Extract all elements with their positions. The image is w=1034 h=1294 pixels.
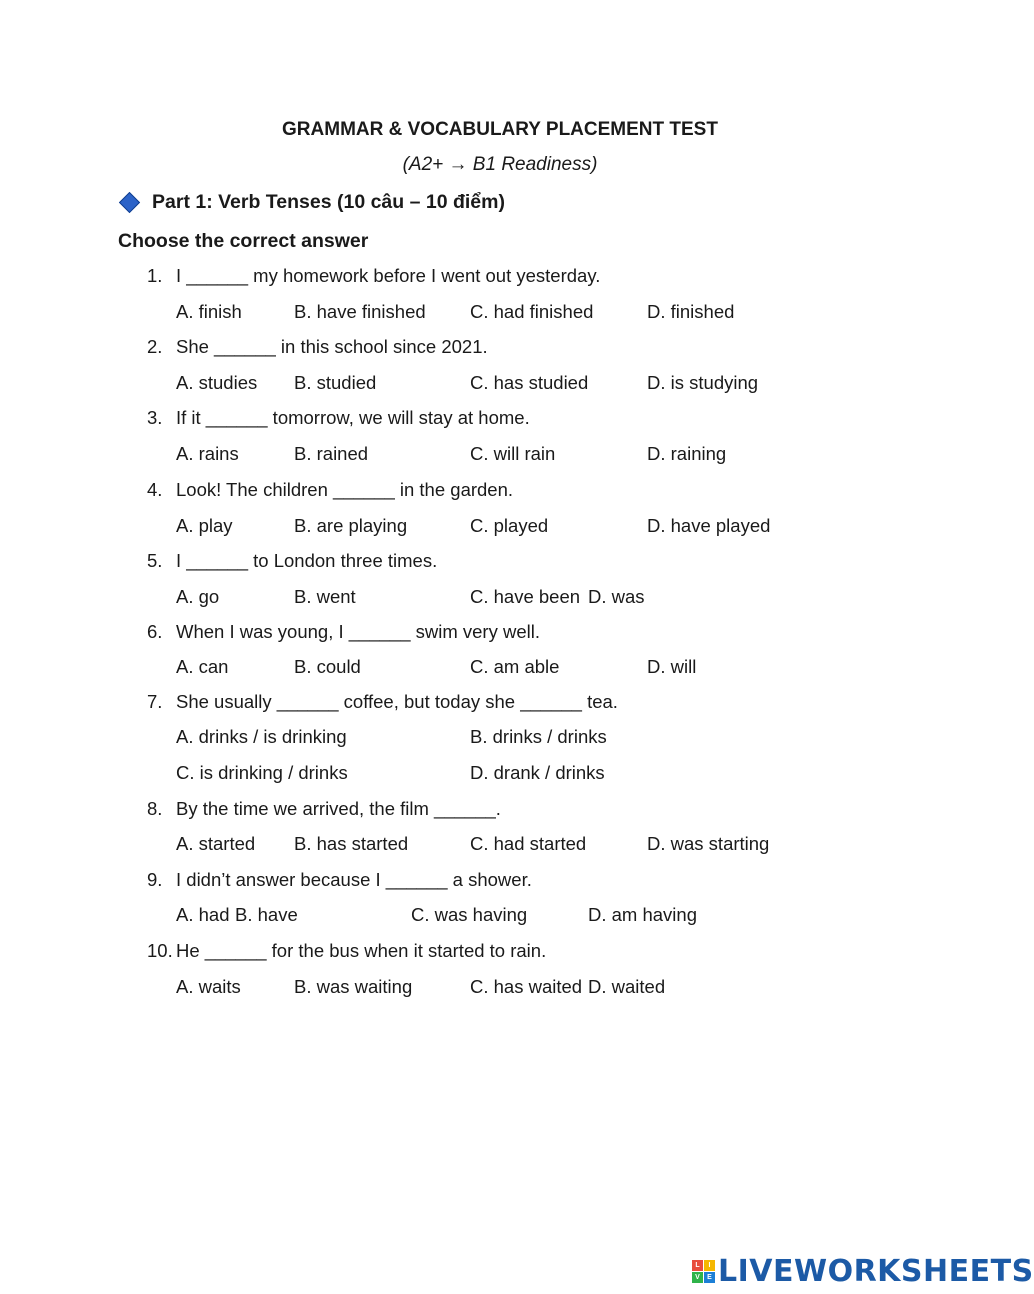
answer-option[interactable]: C. had started — [470, 833, 587, 854]
question-text: I ______ my homework before I went out yesterday. — [176, 265, 601, 286]
answer-option[interactable]: C. played — [470, 515, 549, 536]
answer-option[interactable]: D. drank / drinks — [470, 762, 605, 783]
question-number: 1. — [147, 265, 163, 286]
answer-option[interactable]: B. has started — [294, 833, 409, 854]
answer-option[interactable]: C. has waited — [470, 976, 583, 997]
answer-option[interactable]: C. will rain — [470, 443, 556, 464]
logo-text: LIVEWORKSHEETS — [718, 1254, 1034, 1289]
answer-option[interactable]: D. waited — [588, 976, 666, 997]
question-number: 6. — [147, 621, 163, 642]
question-number: 8. — [147, 798, 163, 819]
answer-option[interactable]: B. was waiting — [294, 976, 413, 997]
answer-option[interactable]: C. was having — [411, 904, 528, 925]
answer-option[interactable]: A. started — [176, 833, 256, 854]
answer-option[interactable]: A. studies — [176, 372, 258, 393]
page-title: GRAMMAR & VOCABULARY PLACEMENT TEST — [282, 119, 718, 140]
question-number: 5. — [147, 550, 163, 571]
answer-option[interactable]: A. rains — [176, 443, 239, 464]
answer-option[interactable]: D. was — [588, 586, 645, 607]
question-number: 3. — [147, 407, 163, 428]
answer-option[interactable]: C. has studied — [470, 372, 589, 393]
answer-option[interactable]: D. will — [647, 656, 697, 677]
answer-option[interactable]: D. raining — [647, 443, 727, 464]
answer-option[interactable]: A. had — [176, 904, 230, 925]
answer-option[interactable]: B. have — [235, 904, 298, 925]
question-text: I ______ to London three times. — [176, 550, 438, 571]
question-text: By the time we arrived, the film ______. — [176, 798, 501, 819]
answer-option[interactable]: A. play — [176, 515, 233, 536]
question-number: 9. — [147, 869, 163, 890]
answer-option[interactable]: B. have finished — [294, 301, 426, 322]
answer-option[interactable]: D. is studying — [647, 372, 759, 393]
answer-option[interactable]: A. drinks / is drinking — [176, 726, 347, 747]
part-heading-text: Part 1: Verb Tenses (10 câu – 10 điểm) — [152, 191, 505, 213]
answer-option[interactable]: B. went — [294, 586, 356, 607]
instruction: Choose the correct answer — [118, 230, 369, 252]
liveworksheets-logo — [692, 1254, 1034, 1289]
question-text: When I was young, I ______ swim very well. — [176, 621, 540, 642]
answer-option[interactable]: A. waits — [176, 976, 241, 997]
answer-option[interactable]: C. have been — [470, 586, 581, 607]
diamond-bullet-icon — [119, 192, 140, 213]
answer-option[interactable]: C. is drinking / drinks — [176, 762, 348, 783]
logo-block: E — [704, 1272, 715, 1283]
question-text: I didn’t answer because I ______ a shower. — [176, 869, 532, 890]
answer-option[interactable]: B. are playing — [294, 515, 408, 536]
answer-option[interactable]: C. had finished — [470, 301, 594, 322]
logo-block: V — [692, 1272, 703, 1283]
part-heading — [118, 191, 505, 214]
logo-block: I — [704, 1260, 715, 1271]
answer-option[interactable]: C. am able — [470, 656, 560, 677]
question-text: He ______ for the bus when it started to rain. — [176, 940, 547, 961]
answer-option[interactable]: B. could — [294, 656, 361, 677]
answer-option[interactable]: A. go — [176, 586, 220, 607]
question-text: If it ______ tomorrow, we will stay at home. — [176, 407, 530, 428]
answer-option[interactable]: D. am having — [588, 904, 697, 925]
answer-option[interactable]: B. rained — [294, 443, 369, 464]
logo-blocks-icon — [692, 1260, 715, 1283]
page-subtitle: (A2+ → B1 Readiness) — [402, 154, 598, 175]
answer-option[interactable]: A. can — [176, 656, 229, 677]
answer-option[interactable]: B. drinks / drinks — [470, 726, 607, 747]
logo-block: L — [692, 1260, 703, 1271]
answer-option[interactable]: B. studied — [294, 372, 377, 393]
question-text: She ______ in this school since 2021. — [176, 336, 488, 357]
answer-option[interactable]: D. was starting — [647, 833, 770, 854]
question-number: 10. — [147, 940, 173, 961]
answer-option[interactable]: D. finished — [647, 301, 735, 322]
answer-option[interactable]: D. have played — [647, 515, 771, 536]
question-number: 7. — [147, 691, 163, 712]
question-number: 4. — [147, 479, 163, 500]
question-text: She usually ______ coffee, but today she ______ tea. — [176, 691, 618, 712]
answer-option[interactable]: A. finish — [176, 301, 242, 322]
question-text: Look! The children ______ in the garden. — [176, 479, 514, 500]
question-number: 2. — [147, 336, 163, 357]
